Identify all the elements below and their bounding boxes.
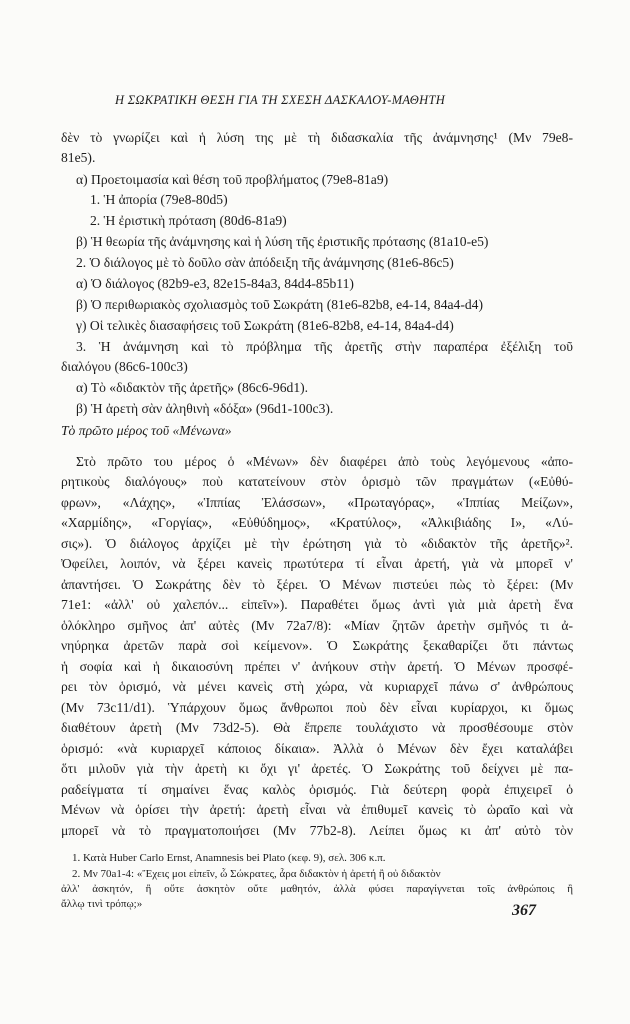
outline-line: 1. Ἡ ἀπορία (79e8-80d5) bbox=[90, 192, 228, 207]
body-line: Ὀφείλει, λοιπόν, νὰ ξέρει κανεὶς πρωτύτερα τί εἶναι ἀρετή, γιὰ νὰ μπορεῖ ν' bbox=[61, 556, 573, 571]
section-heading: Τὸ πρῶτο μέρος τοῦ «Μένωνα» bbox=[61, 423, 232, 438]
outline-line: α) Ὁ διάλογος (82b9-e3, 82e15-84a3, 84d4-85b11) bbox=[76, 276, 354, 291]
body-line: (Μν 73c11/d1). Ὑπάρχουν ὅμως ἄνθρωποι ποὺ δὲν εἶναι κυρίαρχοι, κι ὅμως bbox=[61, 700, 573, 715]
body-line: μπορεῖ νὰ τὸ πραγματοποιήσει (Μν 77b2-8). Λείπει ὅμως κι ἀπ' αὐτὸ τὸν bbox=[61, 823, 573, 838]
body-line: ὁρισμό: «νὰ κυριαρχεῖ κάποιος δίκαια». Ἀλλὰ ὁ Μένων δὲν ἔχει καταλάβει bbox=[61, 741, 573, 756]
footnote-2-continued: ἀλλ' ἀσκητόν, ἢ οὔτε ἀσκητὸν οὔτε μαθητόν, ἀλλὰ φύσει παραγίγνεται τοῖς ἀνθρώποις ἢ bbox=[61, 883, 573, 895]
body-line: Μένων νὰ ὁρίσει τὴν ἀρετή: ἀρετὴ εἶναι νὰ ἐπιθυμεῖ κανεὶς τὸ ὡραῖο καὶ νὰ bbox=[61, 802, 573, 817]
running-header: Η ΣΩΚΡΑΤΙΚΗ ΘΕΣΗ ΓΙΑ ΤΗ ΣΧΕΣΗ ΔΑΣΚΑΛΟΥ-ΜΑΘΗΤΗ bbox=[114, 93, 446, 107]
page-number: 367 bbox=[512, 902, 536, 919]
footnote-1: 1. Κατὰ Huber Carlo Ernst, Anamnesis bei Plato (κεφ. 9), σελ. 306 κ.π. bbox=[72, 852, 386, 864]
body-line: ρει τὸν ὁρισμό, νὰ μένει κανεὶς στὴ χώρα, νὰ κυριαρχεῖ πάνω σ' ἀνθρώπους bbox=[61, 679, 573, 694]
outline-line: 81e5). bbox=[61, 150, 96, 165]
outline-line: α) Τὸ «διδακτὸν τῆς ἀρετῆς» (86c6-96d1). bbox=[76, 380, 309, 395]
outline-line: α) Προετοιμασία καὶ θέση τοῦ προβλήματος (79e8-81a9) bbox=[76, 172, 389, 187]
body-line: «Χαρμίδης», «Γοργίας», «Εὐθύδημος», «Κρατύλος», «Ἀλκιβιάδης Ι», «Λύ- bbox=[61, 515, 573, 530]
outline-line: 3. Ἡ ἀνάμνηση καὶ τὸ πρόβλημα τῆς ἀρετῆς στὴν παραπέρα ἐξέλιξη τοῦ bbox=[76, 339, 573, 354]
outline-line: β) Ὁ περιθωριακὸς σχολιασμὸς τοῦ Σωκράτη (81e6-82b8, e4-14, 84a4-d4) bbox=[76, 297, 483, 312]
outline-line: δὲν τὸ γνωρίζει καὶ ἡ λύση της μὲ τὴ διδασκαλία τῆς ἀνάμνησης¹ (Μν 79e8- bbox=[61, 130, 573, 145]
body-line: φρων», «Λάχης», «Ἱππίας Ἐλάσσων», «Πρωταγόρας», «Ἱππίας Μείζων», bbox=[61, 495, 573, 510]
body-line: σις»). Ὁ διάλογος ἀρχίζει μὲ τὴν ἐρώτηση γιὰ τὸ «διδακτὸν τῆς ἀρετῆς»². bbox=[61, 536, 573, 551]
body-line: ραδείγματα τί σημαίνει ἕνας καλὸς ὁρισμός. Γιὰ δεύτερη φορὰ ἐπιχειρεῖ ὁ bbox=[61, 782, 573, 797]
body-line: 71e1: «ἀλλ' οὐ χαλεπόν... εἰπεῖν»). Παραθέτει ὅμως ἀντὶ γιὰ μιὰ ἀρετὴ ἕνα bbox=[61, 597, 573, 612]
body-line: νηύρηκα ἀρετῶν παρὰ σοὶ κείμενον». Ὁ Σωκράτης ξεκαθαρίζει ὅτι πάντως bbox=[61, 638, 573, 653]
body-line: διαθέτουν ἀρετὴ (Μν 73d2-5). Θὰ ἔπρεπε τουλάχιστο νὰ προσθέσουμε στὸν bbox=[61, 720, 573, 735]
outline-line: 2. Ὁ διάλογος μὲ τὸ δοῦλο σὰν ἀπόδειξη τῆς ἀνάμνησης (81e6-86c5) bbox=[76, 255, 454, 270]
body-line: ἀπαντήσει. Ὁ Σωκράτης δὲν τὸ ξέρει. Ὁ Μένων πιστεύει πὼς τὸ ξέρει: (Μν bbox=[61, 577, 573, 592]
outline-line: διαλόγου (86c6-100c3) bbox=[61, 359, 188, 374]
footnote-2: 2. Μν 70a1-4: «Ἔχεις μοι εἰπεῖν, ὦ Σώκρατες, ἆρα διδακτὸν ἡ ἀρετή ἢ οὐ διδακτὸν bbox=[72, 868, 441, 880]
outline-line: β) Ἡ ἀρετὴ σὰν ἀληθινὴ «δόξα» (96d1-100c3). bbox=[76, 401, 334, 416]
body-line: ρητικοὺς διαλόγους» ποὺ κατατείνουν στὸν ὁρισμὸ τῶν πραγμάτων («Εὐθύ- bbox=[61, 474, 573, 489]
body-line: ὁλόκληρο σμῆνος ἀπ' αὐτὲς (Μν 72a7/8): «Μίαν ζητῶν ἀρετὴν σμῆνός τι ἀ- bbox=[61, 618, 573, 633]
body-line: ὅτι μιλοῦν γιὰ τὴν ἀρετὴ κι ὄχι γι' ἀρετές. Ὁ Σωκράτης τοῦ δείχνει μὲ πα- bbox=[61, 761, 573, 776]
footnote-2-end: ἄλλῳ τινὶ τρόπῳ;» bbox=[61, 898, 143, 910]
body-line: Στὸ πρῶτο του μέρος ὁ «Μένων» δὲν διαφέρει ἀπὸ τοὺς λεγόμενους «ἀπο- bbox=[76, 454, 573, 469]
outline-line: β) Ἡ θεωρία τῆς ἀνάμνησης καὶ ἡ λύση τῆς ἐριστικῆς πρότασης (81a10-e5) bbox=[76, 234, 489, 249]
outline-line: γ) Οἱ τελικὲς διασαφήσεις τοῦ Σωκράτη (81e6-82b8, e4-14, 84a4-d4) bbox=[76, 318, 454, 333]
body-line: ἡ σοφία καὶ ἡ δικαιοσύνη πρέπει ν' ἀνήκουν στὴν ἀρετή. Ὁ Μένων προσφέ- bbox=[61, 659, 573, 674]
outline-line: 2. Ἡ ἐριστικὴ πρόταση (80d6-81a9) bbox=[90, 213, 287, 228]
